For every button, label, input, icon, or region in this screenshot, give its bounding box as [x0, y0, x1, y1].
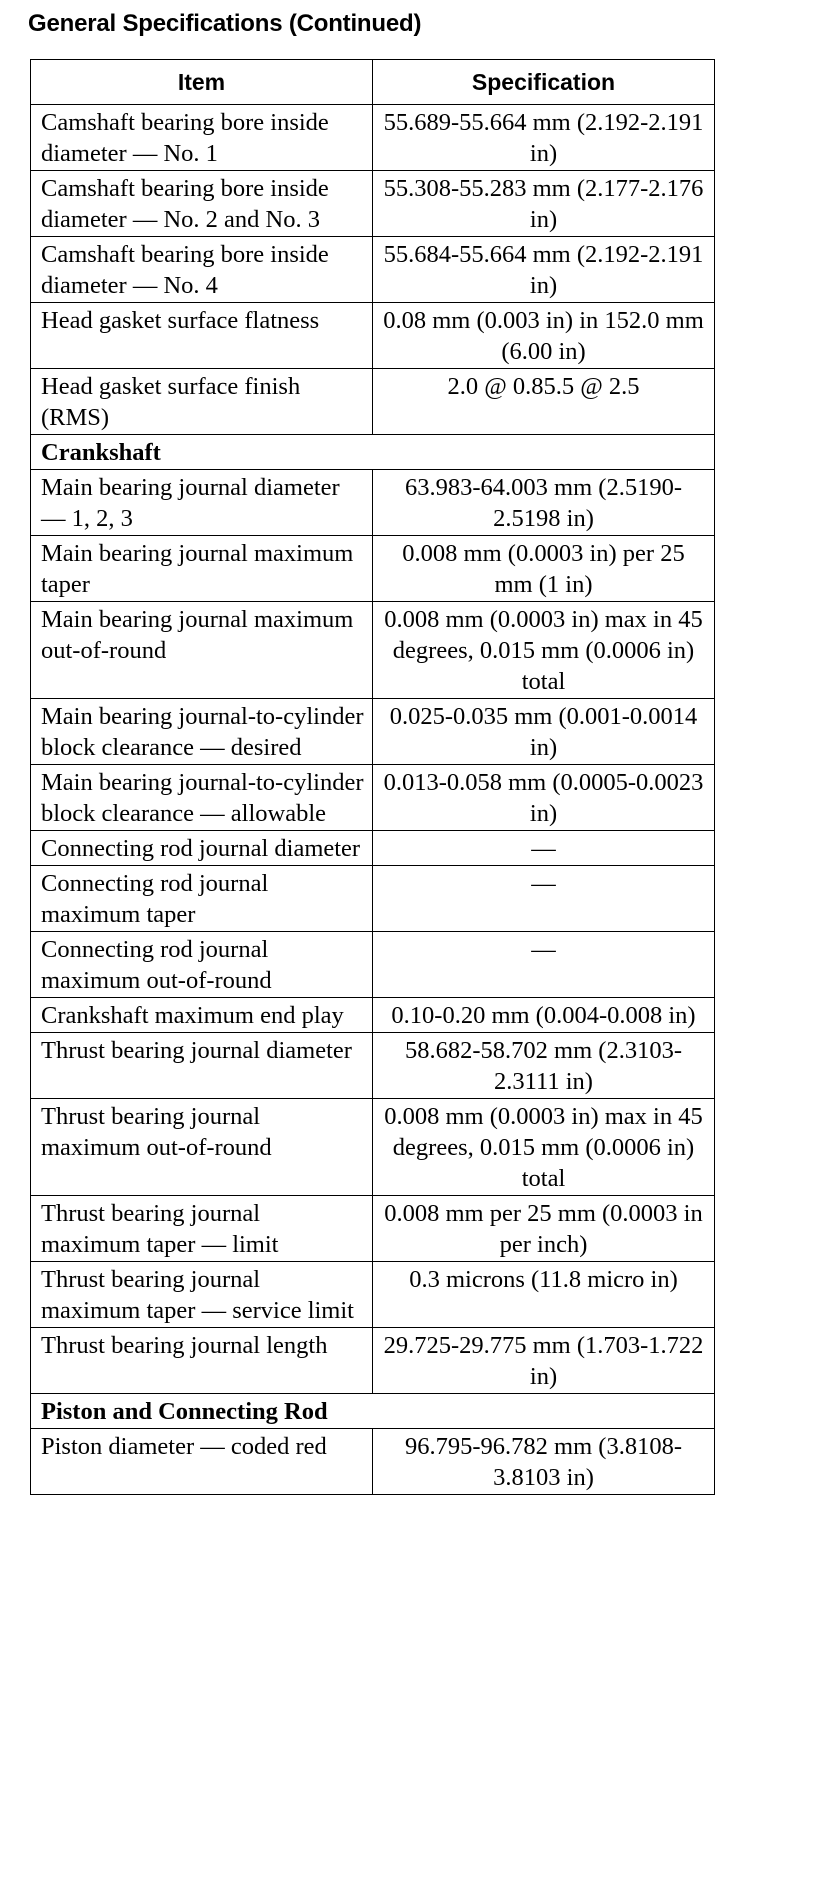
table-row: [31, 1033, 715, 1099]
table-row: [31, 602, 715, 699]
column-header-item: Item: [31, 60, 373, 105]
item-cell: Connecting rod journal diameter: [31, 831, 373, 866]
specification-cell: 0.3 microns (11.8 micro in): [373, 1262, 715, 1328]
page-title: General Specifications (Continued): [28, 10, 422, 37]
section-label: Crankshaft: [31, 435, 715, 470]
item-cell: Thrust bearing journal maximum taper — service limit: [31, 1262, 373, 1328]
specification-cell: 55.689-55.664 mm (2.192-2.191 in): [373, 105, 715, 171]
specification-cell: 96.795-96.782 mm (3.8108-3.8103 in): [373, 1429, 715, 1495]
specification-cell: 2.0 @ 0.85.5 @ 2.5: [373, 369, 715, 435]
item-cell: Head gasket surface finish (RMS): [31, 369, 373, 435]
spec-table: [30, 59, 715, 1495]
table-row: [31, 1262, 715, 1328]
section-header-row: [31, 435, 715, 470]
specification-cell: 0.008 mm (0.0003 in) max in 45 degrees, 0.015 mm (0.0006 in) total: [373, 1099, 715, 1196]
specification-cell: 55.308-55.283 mm (2.177-2.176 in): [373, 171, 715, 237]
spec-table-body: [31, 105, 715, 1495]
specification-cell: 55.684-55.664 mm (2.192-2.191 in): [373, 237, 715, 303]
table-row: [31, 470, 715, 536]
item-cell: Head gasket surface flatness: [31, 303, 373, 369]
table-row: [31, 1429, 715, 1495]
table-row: [31, 765, 715, 831]
section-header-row: [31, 1394, 715, 1429]
specification-cell: 29.725-29.775 mm (1.703-1.722 in): [373, 1328, 715, 1394]
item-cell: Main bearing journal-to-cylinder block clearance — allowable: [31, 765, 373, 831]
specification-cell: 0.008 mm per 25 mm (0.0003 in per inch): [373, 1196, 715, 1262]
item-cell: Piston diameter — coded red: [31, 1429, 373, 1495]
specification-cell: —: [373, 866, 715, 932]
item-cell: Main bearing journal-to-cylinder block clearance — desired: [31, 699, 373, 765]
table-row: [31, 1328, 715, 1394]
specification-cell: 0.025-0.035 mm (0.001-0.0014 in): [373, 699, 715, 765]
table-header-row: [31, 60, 715, 105]
table-row: [31, 237, 715, 303]
specification-cell: 0.008 mm (0.0003 in) max in 45 degrees, 0.015 mm (0.0006 in) total: [373, 602, 715, 699]
item-cell: Main bearing journal maximum out-of-round: [31, 602, 373, 699]
table-row: [31, 303, 715, 369]
specification-cell: 0.10-0.20 mm (0.004-0.008 in): [373, 998, 715, 1033]
item-cell: Camshaft bearing bore inside diameter — No. 1: [31, 105, 373, 171]
item-cell: Camshaft bearing bore inside diameter — No. 4: [31, 237, 373, 303]
column-header-specification: Specification: [373, 60, 715, 105]
table-row: [31, 699, 715, 765]
item-cell: Main bearing journal maximum taper: [31, 536, 373, 602]
table-row: [31, 536, 715, 602]
table-row: [31, 1196, 715, 1262]
item-cell: Connecting rod journal maximum out-of-round: [31, 932, 373, 998]
item-cell: Thrust bearing journal length: [31, 1328, 373, 1394]
specification-cell: —: [373, 831, 715, 866]
table-row: [31, 866, 715, 932]
item-cell: Connecting rod journal maximum taper: [31, 866, 373, 932]
table-row: [31, 932, 715, 998]
specification-cell: 0.08 mm (0.003 in) in 152.0 mm (6.00 in): [373, 303, 715, 369]
specification-cell: 0.013-0.058 mm (0.0005-0.0023 in): [373, 765, 715, 831]
table-row: [31, 998, 715, 1033]
item-cell: Main bearing journal diameter — 1, 2, 3: [31, 470, 373, 536]
section-label: Piston and Connecting Rod: [31, 1394, 715, 1429]
item-cell: Camshaft bearing bore inside diameter — No. 2 and No. 3: [31, 171, 373, 237]
item-cell: Crankshaft maximum end play: [31, 998, 373, 1033]
table-row: [31, 105, 715, 171]
table-row: [31, 1099, 715, 1196]
specification-cell: 0.008 mm (0.0003 in) per 25 mm (1 in): [373, 536, 715, 602]
specification-cell: —: [373, 932, 715, 998]
item-cell: Thrust bearing journal maximum taper — limit: [31, 1196, 373, 1262]
specification-cell: 63.983-64.003 mm (2.5190-2.5198 in): [373, 470, 715, 536]
item-cell: Thrust bearing journal maximum out-of-round: [31, 1099, 373, 1196]
table-row: [31, 831, 715, 866]
item-cell: Thrust bearing journal diameter: [31, 1033, 373, 1099]
table-row: [31, 369, 715, 435]
specification-cell: 58.682-58.702 mm (2.3103-2.3111 in): [373, 1033, 715, 1099]
table-row: [31, 171, 715, 237]
